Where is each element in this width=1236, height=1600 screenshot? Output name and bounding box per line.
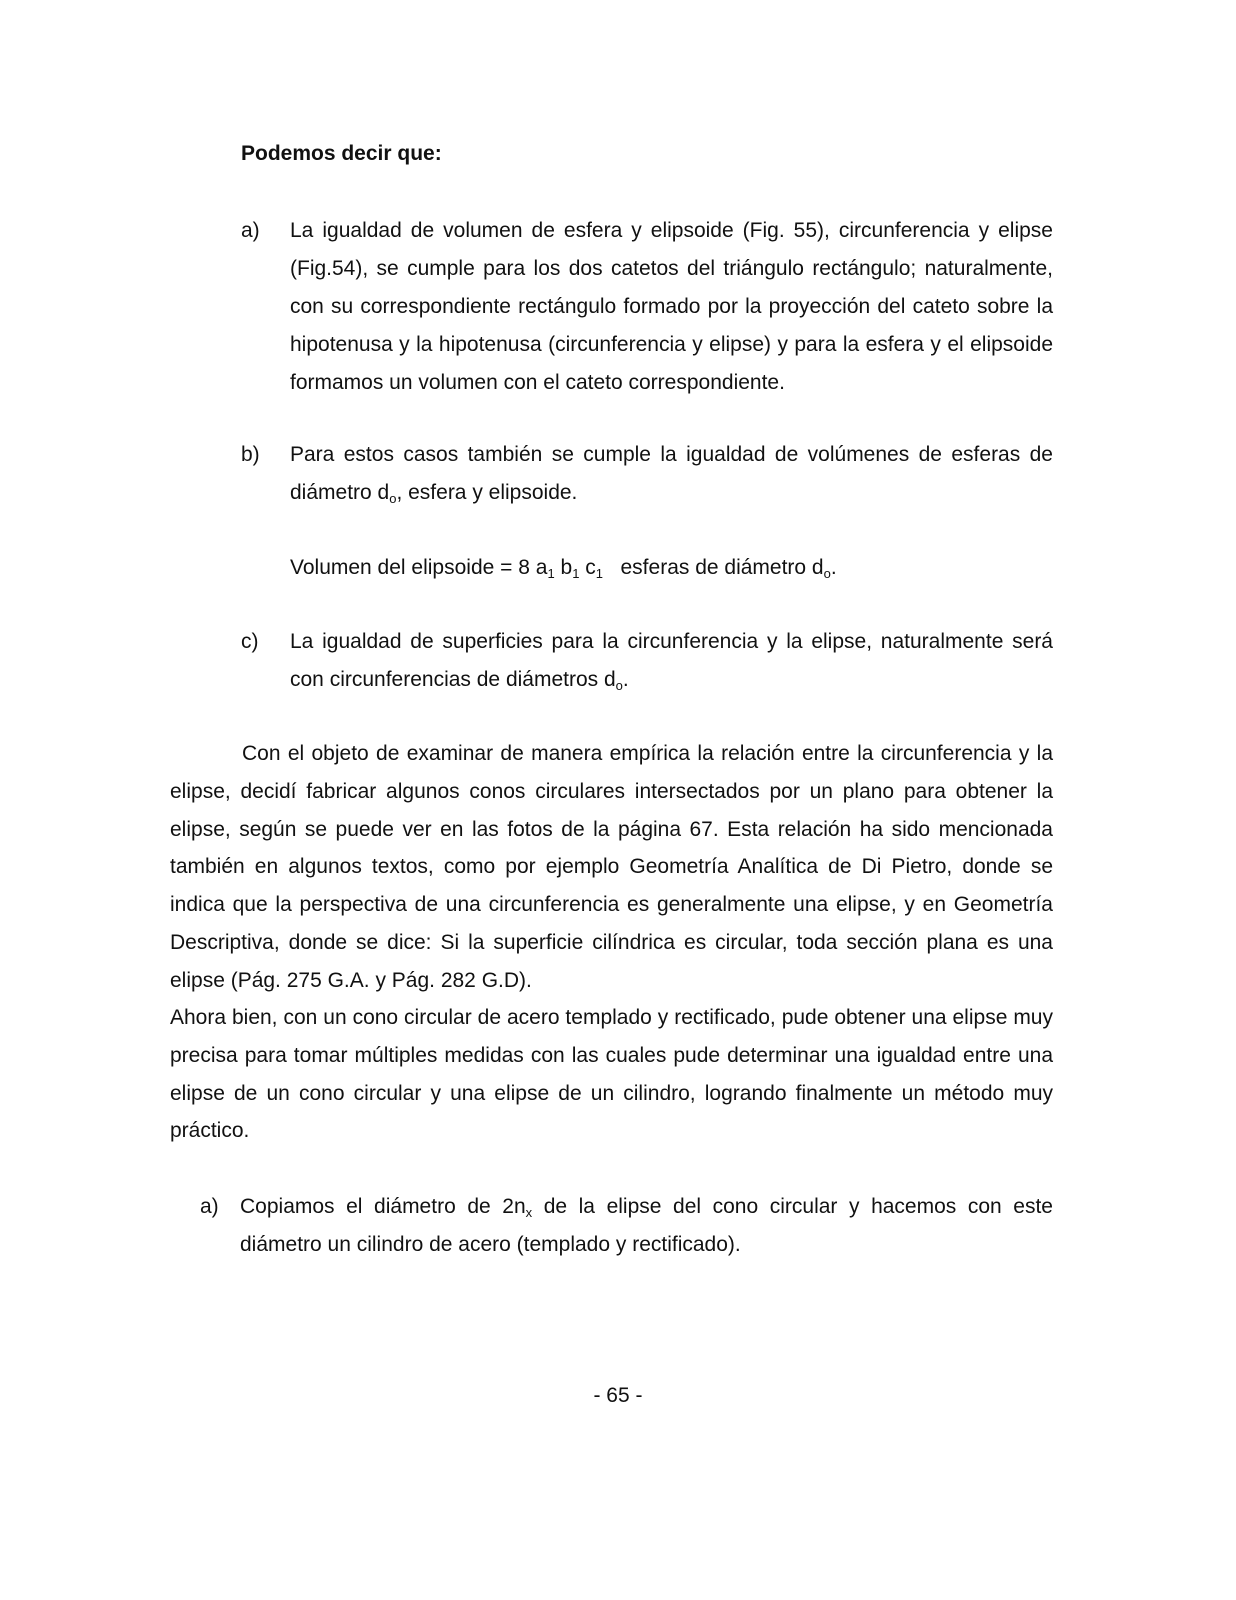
body-paragraph-2: Ahora bien, con un cono circular de acero templado y rectificado, pude obtener una elipse muy precisa para tomar múltiples medidas con las cuales pude determinar una igualdad entre una elipse de un cono circular y una elipse de un cilindro, logrando finalmente un método muy práctico.: [170, 1006, 1053, 1143]
list-label: c): [241, 630, 259, 653]
list-text: La igualdad de volumen de esfera y elipsoide (Fig. 55), circunferencia y elipse (Fig.54), se cumple para los dos catetos del triángulo rectángulo; naturalmente, con su correspondiente rectángulo formado por la proyección del cateto sobre la hipotenusa y la hipotenusa (circunferencia y elipse) y para la esfera y el elipsoide formamos un volumen con el cateto correspondiente.: [290, 219, 1053, 394]
body-paragraph-1: Con el objeto de examinar de manera empírica la relación entre la circunferencia y la elipse, decidí fabricar algunos conos circulares intersectados por un plano para obtener la elipse, según se puede ver en las fotos de la página 67. Esta relación ha sido mencionada también en algunos textos, como por ejemplo Geometría Analítica de Di Pietro, donde se indica que la perspectiva de una circunferencia es generalmente una elipse, y en Geometría Descriptiva, donde se dice: Si la superficie cilíndrica es circular, toda sección plana es una elipse (Pág. 275 G.A. y Pág. 282 G.D).: [170, 742, 1053, 992]
page-number: - 65 -: [593, 1384, 643, 1407]
list-item-a: [241, 212, 1053, 402]
list-item-c: [241, 623, 1053, 699]
ellipsoid-volume-formula: Volumen del elipsoide = 8 $a_1$ $b_1$ $c_1$ esferas de diámetro $d_o$.: [290, 556, 837, 581]
list-text: Copiamos el diámetro de $2n_x$ de la elipse del cono circular y hacemos con este diámetro un cilindro de acero (templado y rectificado).: [240, 1195, 1053, 1256]
list-item-2a: [200, 1188, 1053, 1264]
list-item-b: [241, 436, 1053, 512]
list-text: La igualdad de superficies para la circunferencia y la elipse, naturalmente será con circunferencias de diámetros $d_o$.: [290, 630, 1053, 693]
list-label: b): [241, 443, 260, 466]
list-label: a): [241, 219, 260, 242]
section-heading: Podemos decir que:: [241, 142, 442, 165]
list-label: a): [200, 1195, 219, 1218]
list-text: Para estos casos también se cumple la igualdad de volúmenes de esferas de diámetro $d_o$, esfera y elipsoide.: [290, 443, 1053, 506]
